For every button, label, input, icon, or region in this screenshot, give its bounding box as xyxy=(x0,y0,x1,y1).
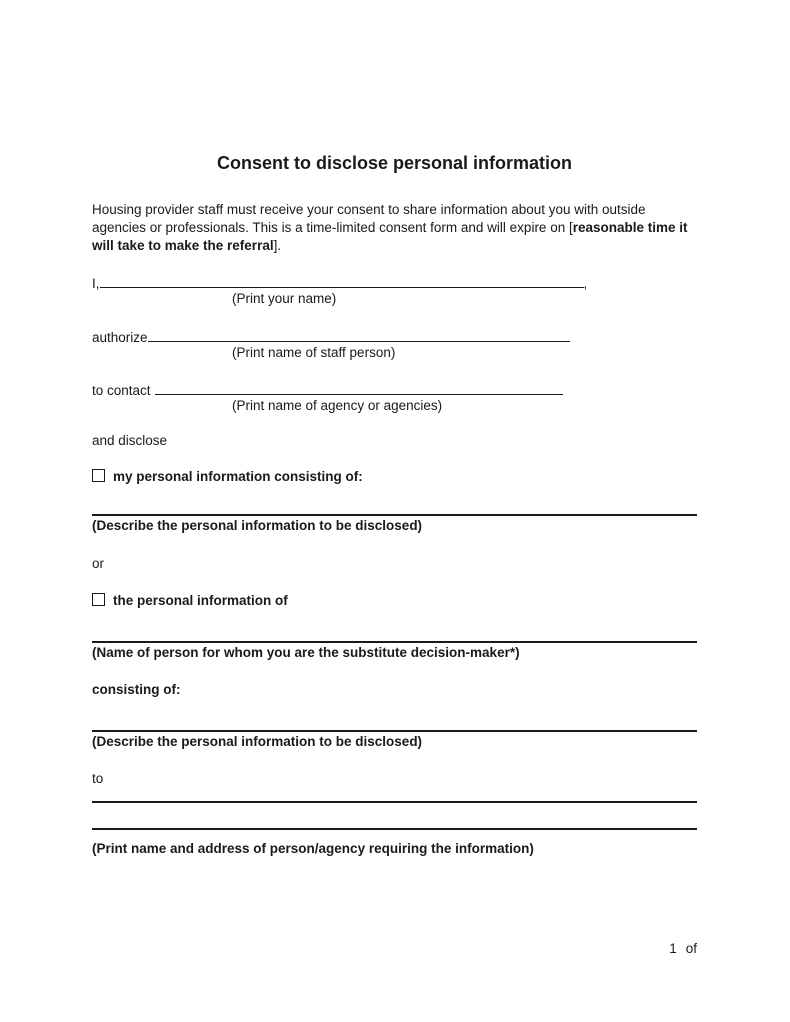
intro-text-after: ]. xyxy=(273,238,282,253)
describe-caption-1: (Describe the personal information to be disclosed) xyxy=(92,518,423,533)
to-text: to xyxy=(92,771,104,786)
checkbox-other-info-row xyxy=(92,592,697,610)
consisting-of-text: consisting of: xyxy=(92,682,181,697)
or-text: or xyxy=(92,556,105,571)
intro-bold-text: reasonable time it will take to make the referral xyxy=(92,220,688,253)
recipient-blank-line-1[interactable] xyxy=(92,801,697,803)
field-your-name-suffix: , xyxy=(583,276,588,291)
your-name-blank-line[interactable] xyxy=(100,272,584,288)
agency-blank-line[interactable] xyxy=(155,379,563,395)
describe-blank-line-2[interactable] xyxy=(92,730,697,751)
substitute-caption: (Name of person for whom you are the substitute decision-maker*) xyxy=(92,645,520,660)
checkbox-my-info-label: my personal information consisting of: xyxy=(113,469,363,484)
intro-paragraph xyxy=(92,201,697,255)
footer-page-number: 1 xyxy=(669,941,677,956)
recipient-blank-line-2[interactable] xyxy=(92,828,697,830)
footer-of-label: of xyxy=(685,941,697,956)
field-your-name-prefix: I, xyxy=(92,276,100,291)
describe-blank-line-1[interactable] xyxy=(92,514,697,535)
your-name-caption: (Print your name) xyxy=(232,291,337,306)
page-title: Consent to disclose personal information xyxy=(216,153,573,173)
staff-person-caption: (Print name of staff person) xyxy=(232,345,396,360)
field-agency-prefix: to contact xyxy=(92,383,151,398)
intro-text-before: Housing provider staff must receive your consent to share information about you with outside agencies or professionals. This is a time-limited consent form and will expire on [ xyxy=(92,202,646,235)
substitute-name-blank-line[interactable] xyxy=(92,641,697,662)
checkbox-my-info-row xyxy=(92,468,697,486)
checkbox-other-info-icon[interactable] xyxy=(92,593,105,606)
checkbox-other-info-label: the personal information of xyxy=(113,593,288,608)
and-disclose-text: and disclose xyxy=(92,433,168,448)
agency-caption: (Print name of agency or agencies) xyxy=(232,398,443,413)
page-footer xyxy=(92,940,700,958)
field-staff-person-prefix: authorize xyxy=(92,330,148,345)
recipient-caption: (Print name and address of person/agency requiring the information) xyxy=(92,841,534,856)
checkbox-my-info-icon[interactable] xyxy=(92,469,105,482)
staff-person-blank-line[interactable] xyxy=(148,326,570,342)
describe-caption-2: (Describe the personal information to be disclosed) xyxy=(92,734,423,749)
